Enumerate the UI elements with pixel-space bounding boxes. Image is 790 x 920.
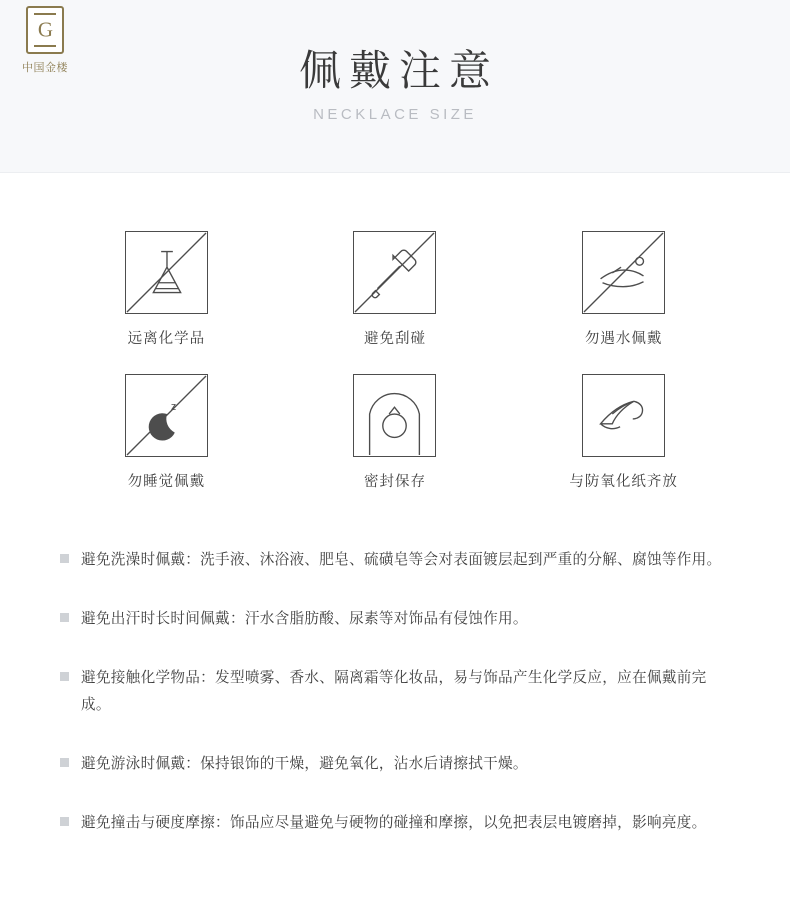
- page-title: 佩戴注意: [298, 49, 499, 95]
- note-text: 避免出汗时长时间佩戴：汗水含脂肪酸、尿素等对饰品有侵蚀作用。: [81, 610, 528, 627]
- brand-mark-bar-bottom: [34, 45, 56, 47]
- care-item-paper: [509, 374, 738, 491]
- note-text: 避免撞击与硬度摩擦：饰品应尽量避免与硬物的碰撞和摩擦，以免把表层电镀磨掉，影响亮度。: [81, 814, 707, 831]
- note-text: 避免接触化学物品：发型喷雾、香水、隔离霜等化妆品，易与饰品产生化学反应，应在佩戴前完成。: [81, 669, 707, 713]
- note-text: 避免洗澡时佩戴：洗手液、沐浴液、肥皂、硫磺皂等会对表面镀层起到严重的分解、腐蚀等作用。: [81, 552, 722, 568]
- care-item-label: 勿睡觉佩戴: [127, 474, 206, 490]
- bullet-icon: [60, 554, 69, 563]
- brand-mark-bar-top: [34, 13, 56, 15]
- sleep-moon-icon: [125, 374, 208, 457]
- care-notes-list: [24, 547, 766, 837]
- care-item-chemicals: [52, 231, 281, 348]
- title-block: [0, 48, 790, 123]
- care-icon-grid: [24, 231, 766, 491]
- bullet-icon: [60, 758, 69, 767]
- care-item-label: 远离化学品: [127, 331, 206, 347]
- bullet-icon: [60, 817, 69, 826]
- care-item-label: 避免刮碰: [363, 331, 426, 347]
- hammer-scratch-icon: [353, 231, 436, 314]
- care-item-label: 密封保存: [363, 474, 426, 490]
- page-content: [0, 231, 790, 837]
- note-item: [60, 751, 732, 778]
- svg-text:z: z: [170, 401, 177, 414]
- care-item-label: 与防氧化纸齐放: [569, 474, 678, 490]
- no-water-hand-icon: [582, 231, 665, 314]
- page-subtitle: NECKLACE SIZE: [313, 106, 477, 124]
- brand-mark-icon: [26, 6, 64, 54]
- brand-logo-letter: G: [37, 17, 53, 42]
- sealed-pouch-ring-icon: [353, 374, 436, 457]
- care-item-sealed: [281, 374, 510, 491]
- bullet-icon: [60, 613, 69, 622]
- bullet-icon: [60, 672, 69, 681]
- care-item-scratch: [281, 231, 510, 348]
- care-item-water: [509, 231, 738, 348]
- page-header: [0, 0, 790, 173]
- note-item: [60, 810, 732, 837]
- anti-oxidation-paper-icon: [582, 374, 665, 457]
- flask-chemical-icon: [125, 231, 208, 314]
- care-item-sleep: [52, 374, 281, 491]
- note-item: [60, 665, 732, 719]
- note-text: 避免游泳时佩戴：保持银饰的干燥，避免氧化，沾水后请擦拭干燥。: [81, 755, 528, 772]
- note-item: [60, 547, 732, 574]
- note-item: [60, 606, 732, 633]
- brand-name: 中国金楼: [22, 62, 68, 74]
- care-item-label: 勿遇水佩戴: [584, 331, 663, 347]
